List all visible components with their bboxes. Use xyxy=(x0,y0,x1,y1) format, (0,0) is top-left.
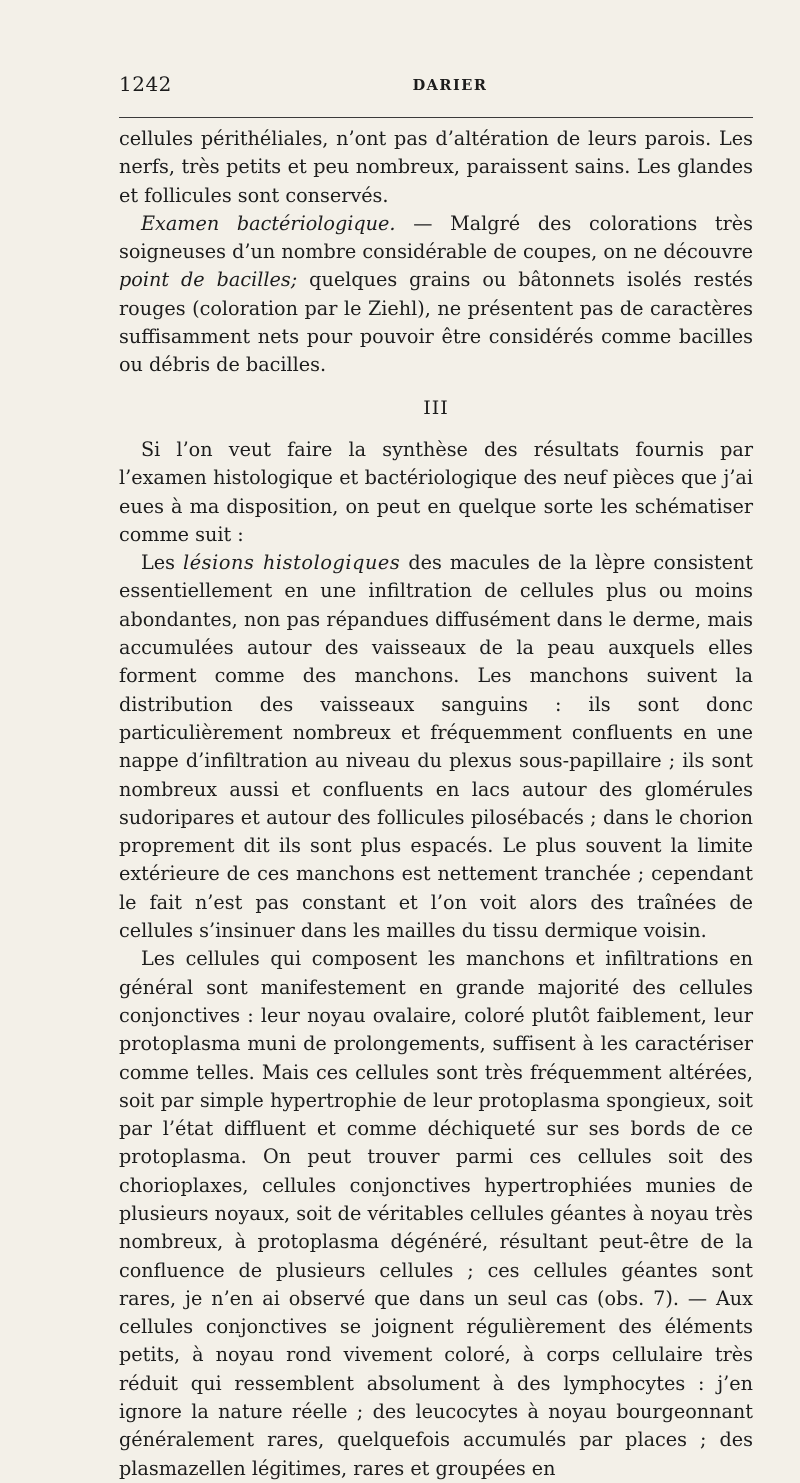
paragraph-bacteriology xyxy=(119,210,753,380)
subheading-italic: Examen bactériologique. xyxy=(141,211,396,235)
paragraph: Si l’on veut faire la synthèse des résultats fournis par l’examen histologique et bactériologique des neuf pièces que j’ai eues à ma disposition, on peut en quelque sorte les schématiser comme suit : xyxy=(119,437,753,546)
running-title: DARIER xyxy=(412,77,488,94)
emphasis-text: lésions histologiques xyxy=(182,551,401,575)
paragraph-text: — Malgré des colorations très soigneuses d’un nombre considérable de coupes, on ne découvre xyxy=(119,211,753,264)
paragraph: cellules périthéliales, n’ont pas d’altération de leurs parois. Les nerfs, très petits et peu nombreux, paraissent sains. Les glandes et follicules sont conservés. xyxy=(119,127,753,207)
section-number: III xyxy=(423,396,449,419)
paragraph: Les cellules qui composent les manchons et infiltrations en général sont manifestement en grande majorité des cellules conjonctives : leur noyau ovalaire, coloré plutôt faiblement, leur protoplasma muni de prolongements, suffisent à les caractériser comme telles. Mais ces cellules sont très fréquemment altérées, soit par simple hypertrophie de leur protoplasma spongieux, soit par l’état diffluent et comme déchiqueté sur ses bords de ce protoplasma. On peut trouver parmi ces cellules soit des chorioplaxes, cellules conjonctives hypertrophiées munies de plusieurs noyaux, soit de véritables cellules géantes à noyau très nombreux, à protoplasma dégénéré, résultant peut-être de la confluence de plusieurs cellules ; ces cellules géantes sont rares, je n’en ai observé que dans un seul cas (obs. 7). — Aux cellules conjonctives se joignent régulièrement des éléments petits, à noyau rond vivement coloré, à corps cellulaire très réduit qui ressemblent absolument à des lymphocytes : j’en ignore la nature réelle ; des leucocytes à noyau bourgeonnant généralement rares, quelquefois accumulés par places ; des plasmazellen légitimes, rares et groupées en xyxy=(119,947,753,1480)
header-rule xyxy=(119,117,753,118)
paragraph-lesions xyxy=(119,549,753,945)
paragraph-text: quelques grains ou bâtonnets isolés restés rouges (coloration par le Ziehl), ne présentent pas de caractères suffisamment nets pour pouvoir être considérés comme bacilles ou débris de bacilles. xyxy=(119,268,753,377)
emphasis-text: point de bacilles; xyxy=(119,268,298,292)
paragraph-text: Les xyxy=(141,551,183,575)
page-number: 1242 xyxy=(119,72,172,96)
page-body xyxy=(119,125,753,1483)
book-page xyxy=(119,0,754,1480)
page-header xyxy=(119,72,753,104)
paragraph-text: des macules de la lèpre consistent essentiellement en une infiltration de cellules plus ou moins abondantes, non pas répandues diffusément dans le derme, mais accumulées autour des vaisseaux de la peau auxquels elles forment comme des manchons. Les manchons suivent la distribution des vaisseaux sanguins : ils sont donc particulièrement nombreux et fréquemment confluents en une nappe d’infiltration au niveau du plexus sous-papillaire ; ils sont nombreux aussi et confluents en lacs autour des glomérules sudoripares et autour des follicules pilosébacés ; dans le chorion proprement dit ils sont plus espacés. Le plus souvent la limite extérieure de ces manchons est nettement tranchée ; cependant le fait n’est pas constant et l’on voit alors des traînées de cellules s’insinuer dans les mailles du tissu dermique voisin. xyxy=(119,551,754,943)
